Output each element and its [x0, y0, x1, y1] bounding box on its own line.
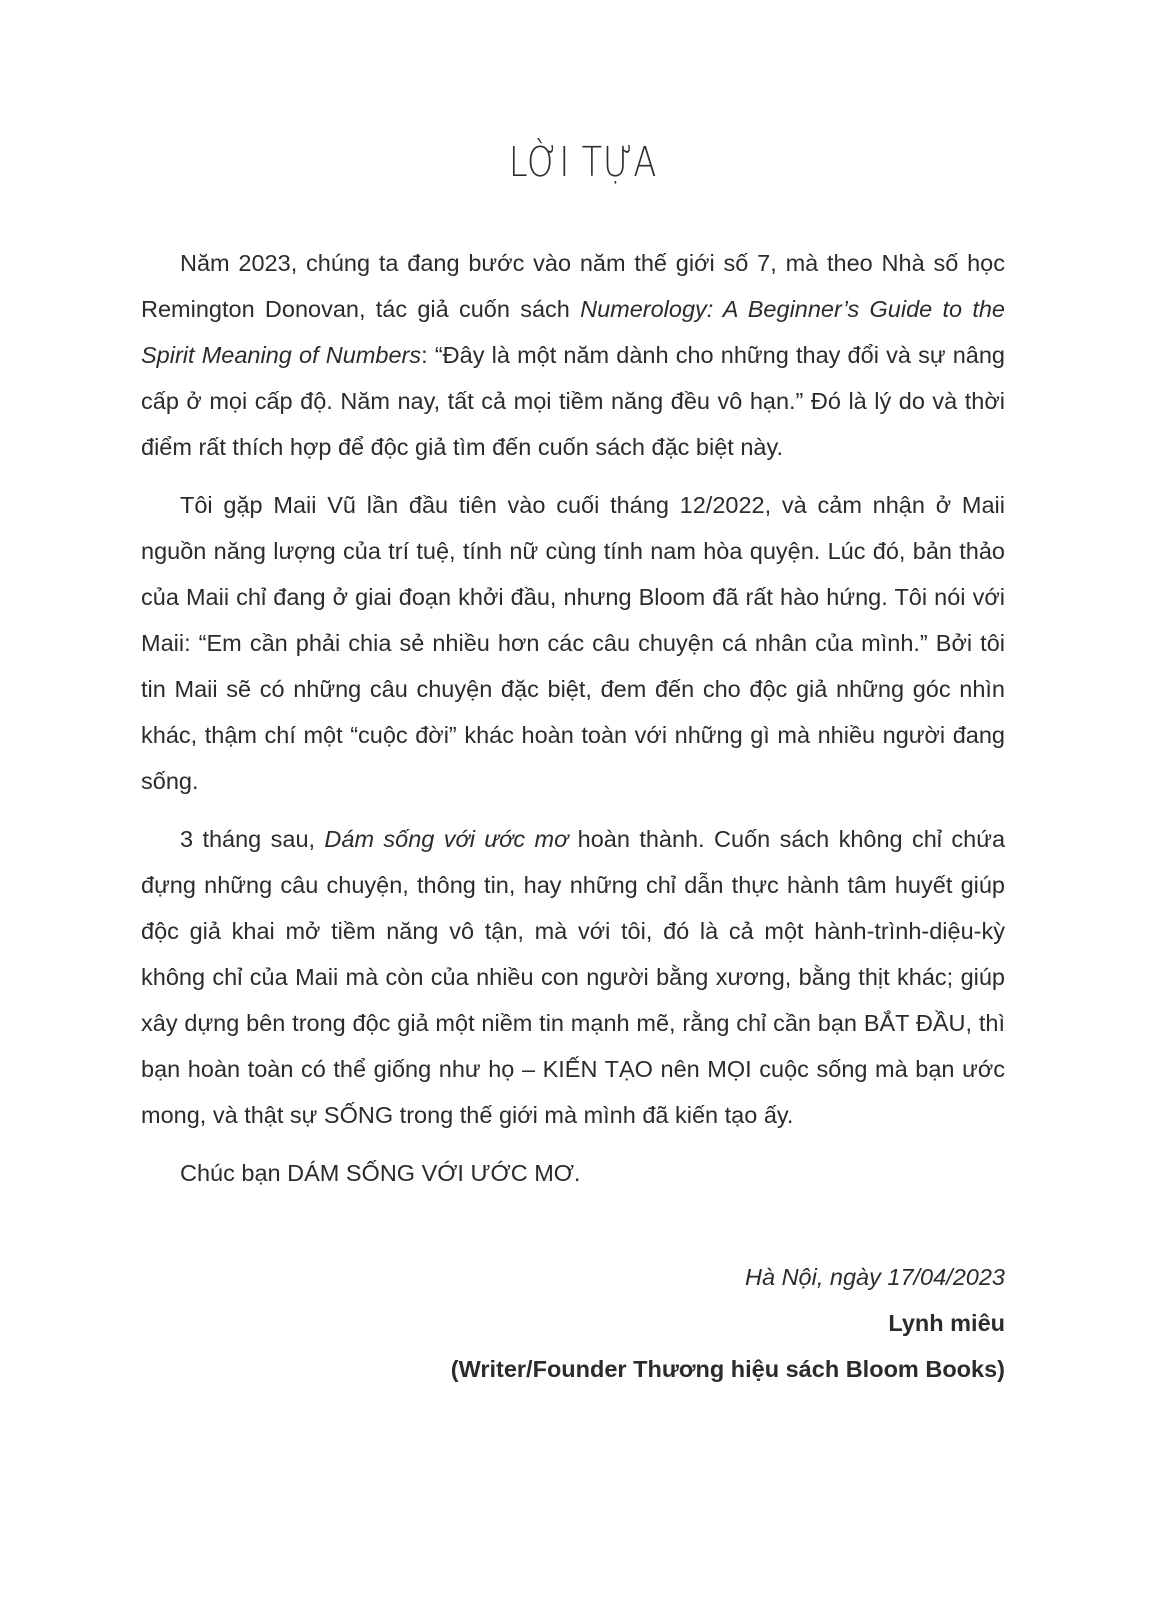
paragraph-3-text-a: 3 tháng sau, — [180, 826, 325, 852]
paragraph-3-text-b: hoàn thành. Cuốn sách không chỉ chứa đựng những câu chuyện, thông tin, hay những chỉ dẫn thực hành tâm huyết giúp độc giả khai mở tiềm năng vô tận, mà với tôi, đó là cả một hành-trình-diệu-kỳ không chỉ của Maii mà còn của nhiều con người bằng xương, bằng thịt khác; giúp xây dựng bên trong độc giả một niềm tin mạnh mẽ, rằng chỉ cần bạn BẮT ĐẦU, thì bạn hoàn toàn có thể giống như họ – KIẾN TẠO nên MỌI cuộc sống mà bạn ước mong, và thật sự SỐNG trong thế giới mà mình đã kiến tạo ấy. — [141, 826, 1006, 1128]
page-title: LỜI TỰA — [508, 138, 658, 186]
paragraph-2: Tôi gặp Maii Vũ lần đầu tiên vào cuối tháng 12/2022, và cảm nhận ở Maii nguồn năng lượng của trí tuệ, tính nữ cùng tính nam hòa quyện. Lúc đó, bản thảo của Maii chỉ đang ở giai đoạn khởi đầu, nhưng Bloom đã rất hào hứng. Tôi nói với Maii: “Em cần phải chia sẻ nhiều hơn các câu chuyện cá nhân của mình.” Bởi tôi tin Maii sẽ có những câu chuyện đặc biệt, đem đến cho độc giả những góc nhìn khác, thậm chí một “cuộc đời” khác hoàn toàn với những gì mà nhiều người đang sống. — [141, 492, 1005, 794]
closing-line: Chúc bạn DÁM SỐNG VỚI ƯỚC MƠ. — [180, 1160, 581, 1186]
book-title-dam-song: Dám sống với ước mơ — [324, 826, 569, 852]
signature-role: (Writer/Founder Thương hiệu sách Bloom Books) — [450, 1356, 1005, 1382]
paragraph-3 — [141, 816, 1005, 1138]
preface-body — [141, 240, 1005, 1208]
signature-name: Lynh miêu — [888, 1310, 1005, 1336]
paragraph-1-text-b: : “Đây là một năm dành cho những thay đổi và sự nâng cấp ở mọi cấp độ. Năm nay, tất cả mọi tiềm năng đều vô hạn.” Đó là lý do và thời điểm rất thích hợp để độc giả tìm đến cuốn sách đặc biệt này. — [141, 342, 1005, 460]
signature-date: Hà Nội, ngày 17/04/2023 — [745, 1264, 1005, 1290]
signature-block — [451, 1254, 1005, 1392]
book-title-numerology: Numerology: A Beginner’s Guide to the Spirit Meaning of Numbers — [141, 296, 1005, 368]
paragraph-1 — [141, 240, 1005, 470]
paragraph-1-text-a: Năm 2023, chúng ta đang bước vào năm thế giới số 7, mà theo Nhà số học Remington Donovan, tác giả cuốn sách — [141, 250, 1005, 322]
